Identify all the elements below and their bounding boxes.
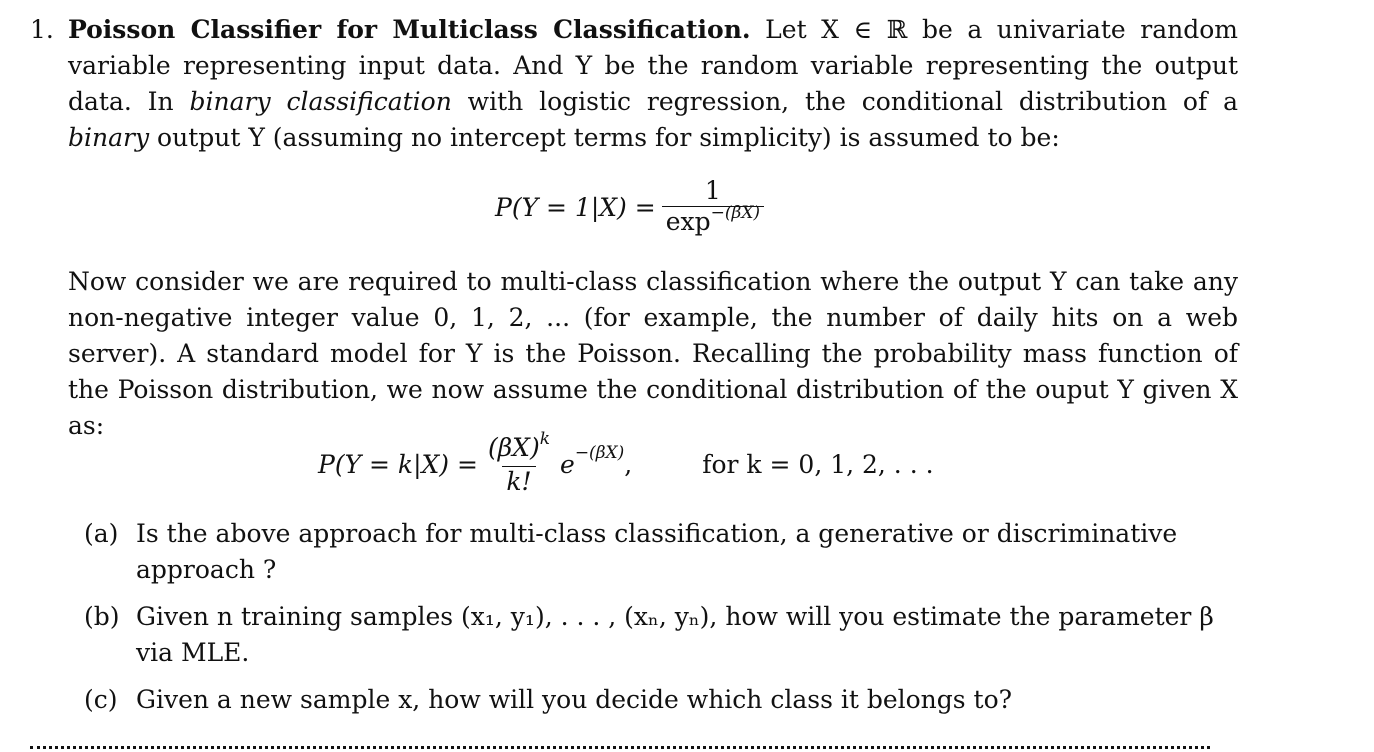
intro-emph-binary: binary [68, 123, 150, 152]
eq1-fraction [662, 176, 764, 240]
eq2-denominator: k! [502, 466, 535, 497]
eq2-condition: for k = 0, 1, 2, . . . [702, 450, 934, 479]
part-b-text: Given n training samples (x₁, y₁), . . . , (xₙ, yₙ), how will you estimate the parameter β via MLE. [136, 602, 1214, 667]
intro-text-3: output Y (assuming no intercept terms for simplicity) is assumed to be: [149, 123, 1060, 152]
part-c-text: Given a new sample x, how will you decide which class it belongs to? [136, 685, 1013, 714]
eq1-denominator-exponent: −(βX) [710, 203, 761, 223]
question-number: 1. [30, 15, 54, 44]
intro-text-1: Let X ∈ ℝ be a univariate random variable representing input data. And Y be the random variable representing the output data. In [68, 15, 1238, 116]
part-a-text: Is the above approach for multi-class classification, a generative or discriminative approach ? [136, 519, 1178, 584]
poisson-equation [318, 426, 934, 504]
eq1-numerator: 1 [704, 176, 721, 205]
eq1-lhs: P(Y = 1|X) = [495, 193, 656, 222]
part-c-label: (c) [84, 685, 118, 714]
eq2-fraction [484, 429, 554, 497]
eq1-denominator [662, 203, 764, 240]
eq2-factor: e [560, 450, 575, 479]
eq2-numerator-exponent: k [539, 429, 551, 449]
eq2-comma: , [624, 450, 633, 479]
cropped-line-fragment [30, 746, 1210, 752]
eq2-factor-exponent: −(βX) [574, 443, 625, 463]
poisson-paragraph: Now consider we are required to multi-class classification where the output Y can take any non-negative integer value 0, 1, 2, ... (for example, the number of daily hits on a web server). A standard model for Y is the Poisson. Recalling the probability mass function of the Poisson distribution, we now assume the conditional distribution of the ouput Y given X as: [68, 267, 1238, 440]
eq2-numerator [484, 429, 554, 466]
part-a-label: (a) [84, 519, 119, 548]
intro-paragraph [68, 12, 1238, 156]
eq2-numerator-base: (βX) [487, 433, 540, 462]
part-b-label: (b) [84, 602, 120, 631]
logistic-equation [495, 172, 770, 244]
eq2-lhs: P(Y = k|X) = [318, 450, 478, 479]
eq1-denominator-base: exp [665, 207, 711, 236]
question-title: Poisson Classifier for Multiclass Classification. [68, 15, 751, 44]
intro-text-2: with logistic regression, the conditional distribution of a [451, 87, 1238, 116]
intro-emph-binary-classification: binary classification [189, 87, 452, 116]
